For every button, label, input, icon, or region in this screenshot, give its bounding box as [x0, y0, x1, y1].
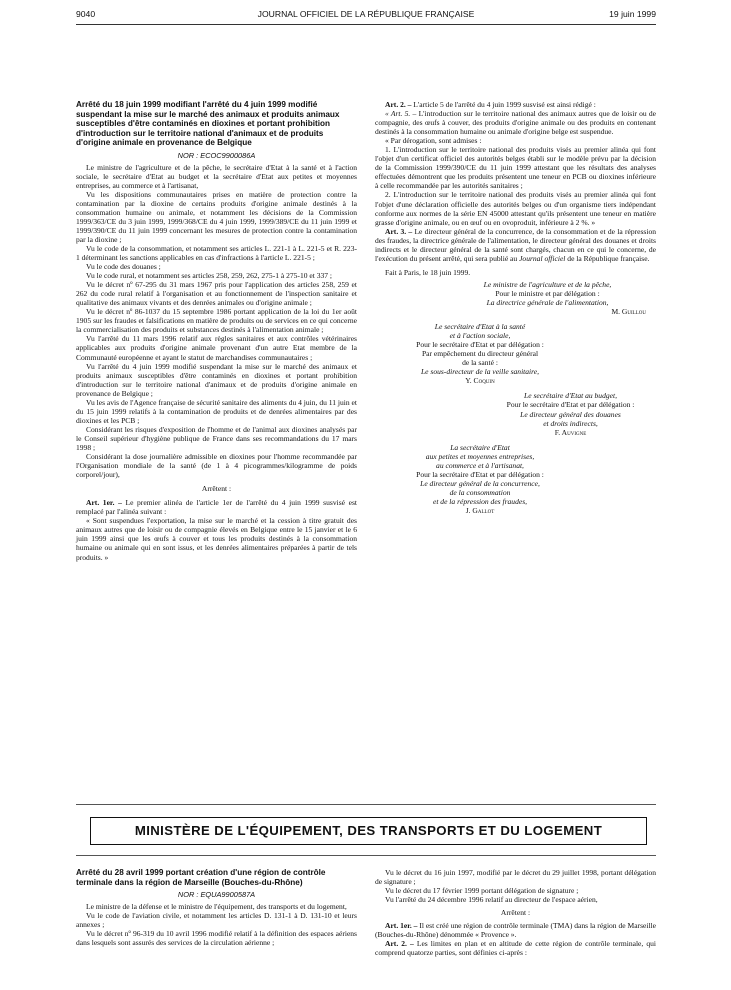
signature-line: au commerce et à l'artisanat, — [436, 460, 524, 470]
header-rule — [76, 24, 656, 25]
article-text: L'introduction sur le territoire national des animaux autres que de loisir ou de compagnie, des œufs à couver, des produits d'origine animale ou des produits en contenant destinés à la consommation humaine ou animale d'origine belge est suspendue. — [375, 109, 656, 137]
signature-line: et droits indirects, — [543, 418, 598, 428]
issue-date: 19 juin 1999 — [609, 9, 656, 19]
paragraph: Considérant les risques d'exposition de l'homme et de l'animal aux dioxines analysés par le Conseil supérieur d'hygiène publique de France dans ses recommandations du 17 mars 1998 ; — [76, 424, 357, 452]
paragraph: Vu le décret nº 96-319 du 10 avril 1996 modifié relatif à la définition des espaces aériens dans lesquels sont assurés des services de la circulation aérienne ; — [76, 929, 357, 948]
article-1-quote: « Sont suspendues l'exportation, la mise sur le marché et la cession à titre gratuit des animaux autres que de loisir ou de compagnie élevés en Belgique entre le 15 janvier et le 6 juin 1999 ainsi que les œufs à couver et tous les produits destinés à la consommation humaine ou animale qui en sont issus, et les denrées alimentaires préparées à partir de tels produits. » — [76, 516, 357, 562]
signature-line: Pour le secrétaire d'Etat et par délégation : — [416, 340, 544, 350]
paragraph: Vu l'arrêté du 11 mars 1996 relatif aux règles sanitaires et aux contrôles vétérinaires applicables aux produits d'origine animale provenant d'un autre Etat membre de la Communauté européenne et ayant le statut de marchandises communautaires ; — [76, 334, 357, 362]
page-header — [76, 9, 656, 23]
paragraph: Vu le code de la consommation, et notamment ses articles L. 221-1 à L. 221-5 et R. 223-1 déterminant les sanctions applicables en cas d'infractions à l'article L. 221-5 ; — [76, 243, 357, 263]
nor-label: NOR : — [177, 890, 201, 899]
arrete2-left-column — [76, 868, 357, 947]
article-1 — [375, 921, 656, 939]
paragraph: « Par dérogation, sont admises : — [385, 136, 482, 146]
paragraph: Vu le décret nº 86-1037 du 15 septembre 1986 portant application de la loi du 1er août 1905 sur les fraudes et falsifications en matière de produits ou de services en ce qui concerne la commercialisation des produits et substances destinés à l'alimentation animale ; — [76, 307, 357, 335]
article-text: Le directeur général de la concurrence, de la consommation et de la répression des fraudes, la directrice générale de l'alimentation, le directeur général des douanes et droits indirects et le directeur général de la santé sont chargés, chacun en ce qui le concerne, de l'exécution du présent arrêté, qui sera publié au — [375, 226, 656, 263]
signature-name: J. Gallot — [465, 505, 495, 515]
signature-block-4 — [375, 443, 585, 515]
article-label: Art. 1er. – — [385, 921, 418, 931]
paragraph: Vu le code rural, et notamment ses articles 258, 259, 262, 275-1 à 275-10 et 337 ; — [86, 271, 333, 281]
article-1 — [76, 498, 357, 516]
section-rule — [76, 804, 656, 805]
signature-name: M. Guillou — [611, 307, 646, 317]
journal-title: JOURNAL OFFICIEL DE LA RÉPUBLIQUE FRANÇAISE — [257, 9, 475, 19]
paragraph: Vu le décret du 16 juin 1997, modifié par le décret du 29 juillet 1998, portant délégation de signature ; — [375, 868, 656, 887]
article-text: Les limites en plan et en altitude de cette région de contrôle terminale, qui comprend quatorze parties, sont définies ci-après : — [375, 939, 656, 958]
article-2 — [375, 939, 656, 957]
signature-line: La secrétaire d'Etat — [450, 442, 510, 452]
arrete1-right-column — [375, 100, 656, 515]
page-number: 9040 — [76, 9, 96, 19]
signature-line: de la consommation — [449, 487, 511, 497]
nor-label: NOR : — [177, 150, 201, 160]
ministry-banner: MINISTÈRE DE L'ÉQUIPEMENT, DES TRANSPORTS ET DU LOGEMENT — [90, 817, 647, 845]
paragraph: Vu le code des douanes ; — [86, 262, 161, 272]
signature-line: Le directeur général de la concurrence, — [420, 478, 540, 488]
arretent: Arrêtent : — [500, 908, 531, 918]
nor-code: EQUA9900587A — [200, 890, 256, 899]
article-label: Art. 3. – — [385, 226, 413, 236]
paragraph: Le ministre de l'agriculture et de la pêche, le secrétaire d'Etat à la santé et à l'action sociale, le secrétaire d'Etat au budget et la secrétaire d'Etat aux petites et moyennes entreprises, au commerce et à l'artisanat, — [76, 162, 357, 190]
paragraph: Le ministre de la défense et le ministre de l'équipement, des transports et du logement, — [86, 902, 347, 912]
article-label: « Art. 5. – — [385, 109, 417, 119]
arrete1-nor — [76, 151, 357, 160]
signature-name: Y. Coquin — [465, 376, 495, 386]
paragraph: Vu le décret du 17 février 1999 portant délégation de signature ; — [385, 886, 579, 896]
fait-a: Fait à Paris, le 18 juin 1999. — [385, 267, 471, 277]
signature-line: Le secrétaire d'Etat au budget, — [524, 391, 617, 401]
signature-block-1 — [375, 280, 656, 316]
paragraph: Considérant la dose journalière admissible en dioxines pour l'homme recommandée par l'Organisation mondiale de la santé (de 1 à 4 picogrammes/kilogramme de poids corporel/jour), — [76, 452, 357, 480]
arretent: Arrêtent : — [201, 484, 232, 494]
paragraph: Vu les avis de l'Agence française de sécurité sanitaire des aliments du 4 juin, du 11 juin et du 15 juin 1999 relatifs à la contamination de produits et de denrées alimentaires par des dioxines et les PCB ; — [76, 397, 357, 425]
article-text: L'article 5 de l'arrêté du 4 juin 1999 susvisé est ainsi rédigé : — [411, 100, 596, 109]
arrete2-title: Arrêté du 28 avril 1999 portant création d'une région de contrôle terminale dans la région de Marseille (Bouches-du-Rhône) — [76, 868, 326, 887]
paragraph: Vu le code de l'aviation civile, et notamment les articles D. 131-1 à D. 131-10 et leurs annexes ; — [76, 911, 357, 930]
article-2 — [375, 100, 656, 109]
paragraph: Vu les dispositions communautaires prises en matière de protection contre la contamination par la dioxine de certains produits d'origine animale destinés à la consommation humaine ou animale, et notamment les décisions de la Commission 1999/363/CE du 3 juin 1999, 1999/368/CE du 4 juin 1999, 1999/389/CE du 11 juin 1999 et 1999/390/CE du 11 juin 1999 concernant les mesures de protection contre la contamination par la dioxine ; — [76, 189, 357, 244]
signature-name: F. Auvigne — [554, 427, 587, 437]
arrete2-right-column — [375, 868, 656, 957]
arrete2-nor — [76, 890, 357, 899]
article-text: Il est créé une région de contrôle terminale (TMA) dans la région de Marseille (Bouches-du-Rhône) dénommée « Provence ». — [375, 921, 656, 940]
article-5-intro — [375, 109, 656, 136]
signature-line: et à l'action sociale, — [449, 331, 511, 341]
signature-line: Pour le secrétaire d'Etat et par délégation : — [506, 400, 635, 410]
signature-block-3 — [375, 391, 656, 436]
article-label: Art. 2. – — [385, 939, 414, 949]
article-3 — [375, 227, 656, 263]
nor-code: ECOC9900086A — [200, 150, 256, 160]
signature-line: Pour la secrétaire d'Etat et par délégation : — [416, 469, 544, 479]
arrete1-title: Arrêté du 18 juin 1999 modifiant l'arrêté du 4 juin 1999 modifié suspendant la mise sur le marché des animaux et produits animaux susceptibles d'être contaminés en dioxines et portant prohibition d'introduction sur le territoire national d'animaux et de produits d'origine animale en provenance de Belgique — [76, 100, 340, 147]
paragraph: Vu l'arrêté du 24 décembre 1996 relatif au directeur de l'espace aérien, — [385, 895, 598, 905]
signature-line: aux petites et moyennes entreprises, — [425, 451, 535, 461]
paragraph: Vu le décret nº 67-295 du 31 mars 1967 pris pour l'application des articles 258, 259 et 262 du code rural relatif à l'organisation et au fonctionnement de l'inspection sanitaire et qualitative des animaux vivants et des denrées animales ou d'origine animale ; — [76, 280, 357, 308]
article-text: de la République française. — [565, 253, 650, 263]
signature-line: Le directeur général des douanes — [520, 409, 621, 419]
signature-line: Pour le ministre et par délégation : — [495, 288, 600, 298]
signature-line: Par empêchement du directeur général — [421, 349, 539, 359]
signature-line: La directrice générale de l'alimentation, — [486, 297, 609, 307]
section-rule — [76, 855, 656, 856]
signature-block-2 — [375, 322, 585, 385]
journal-officiel: Journal officiel — [519, 253, 566, 263]
signature-line: Le sous-directeur de la veille sanitaire, — [420, 367, 540, 377]
signature-line: de la santé : — [462, 358, 498, 368]
paragraph: 1. L'introduction sur le territoire national des produits visés au premier alinéa qui font l'objet d'un certificat officiel des autorités belges établi sur le modèle prévu par la décision de la Commission 1999/390/CE du 11 juin 1999 attestant que les résultats des analyses effectuées démontrent que les produits présentent une teneur en PCB ou dioxines inférieure à celle recommandée par les autorités sanitaires ; — [375, 145, 656, 191]
article-label: Art. 1er. – — [86, 498, 122, 508]
article-label: Art. 2. – — [385, 100, 412, 109]
signature-line: Le secrétaire d'Etat à la santé — [434, 322, 526, 332]
signature-line: et de la répression des fraudes, — [432, 496, 528, 506]
paragraph: 2. L'introduction sur le territoire national des produits visés au premier alinéa qui font l'objet d'une déclaration officielle des autorités belges ou d'un organisme tiers indépendant conforme aux normes de la série EN 45000 attestant qu'ils présentent une teneur en matière grasse d'origine animale, ou en œuf ou en ovoproduit, inférieure à 2 %. » — [375, 190, 656, 227]
arrete1-left-column — [76, 100, 357, 562]
paragraph: Vu l'arrêté du 4 juin 1999 modifié suspendant la mise sur le marché des animaux et produits animaux susceptibles d'être contaminés en dioxines et portant prohibition d'introduction sur le territoire national d'animaux et de produits d'origine animale en provenance de Belgique ; — [76, 361, 357, 398]
article-text: Le premier alinéa de l'article 1er de l'arrêté du 4 juin 1999 susvisé est remplacé par l'alinéa suivant : — [76, 498, 357, 517]
signature-line: Le ministre de l'agriculture et de la pêche, — [483, 279, 612, 289]
